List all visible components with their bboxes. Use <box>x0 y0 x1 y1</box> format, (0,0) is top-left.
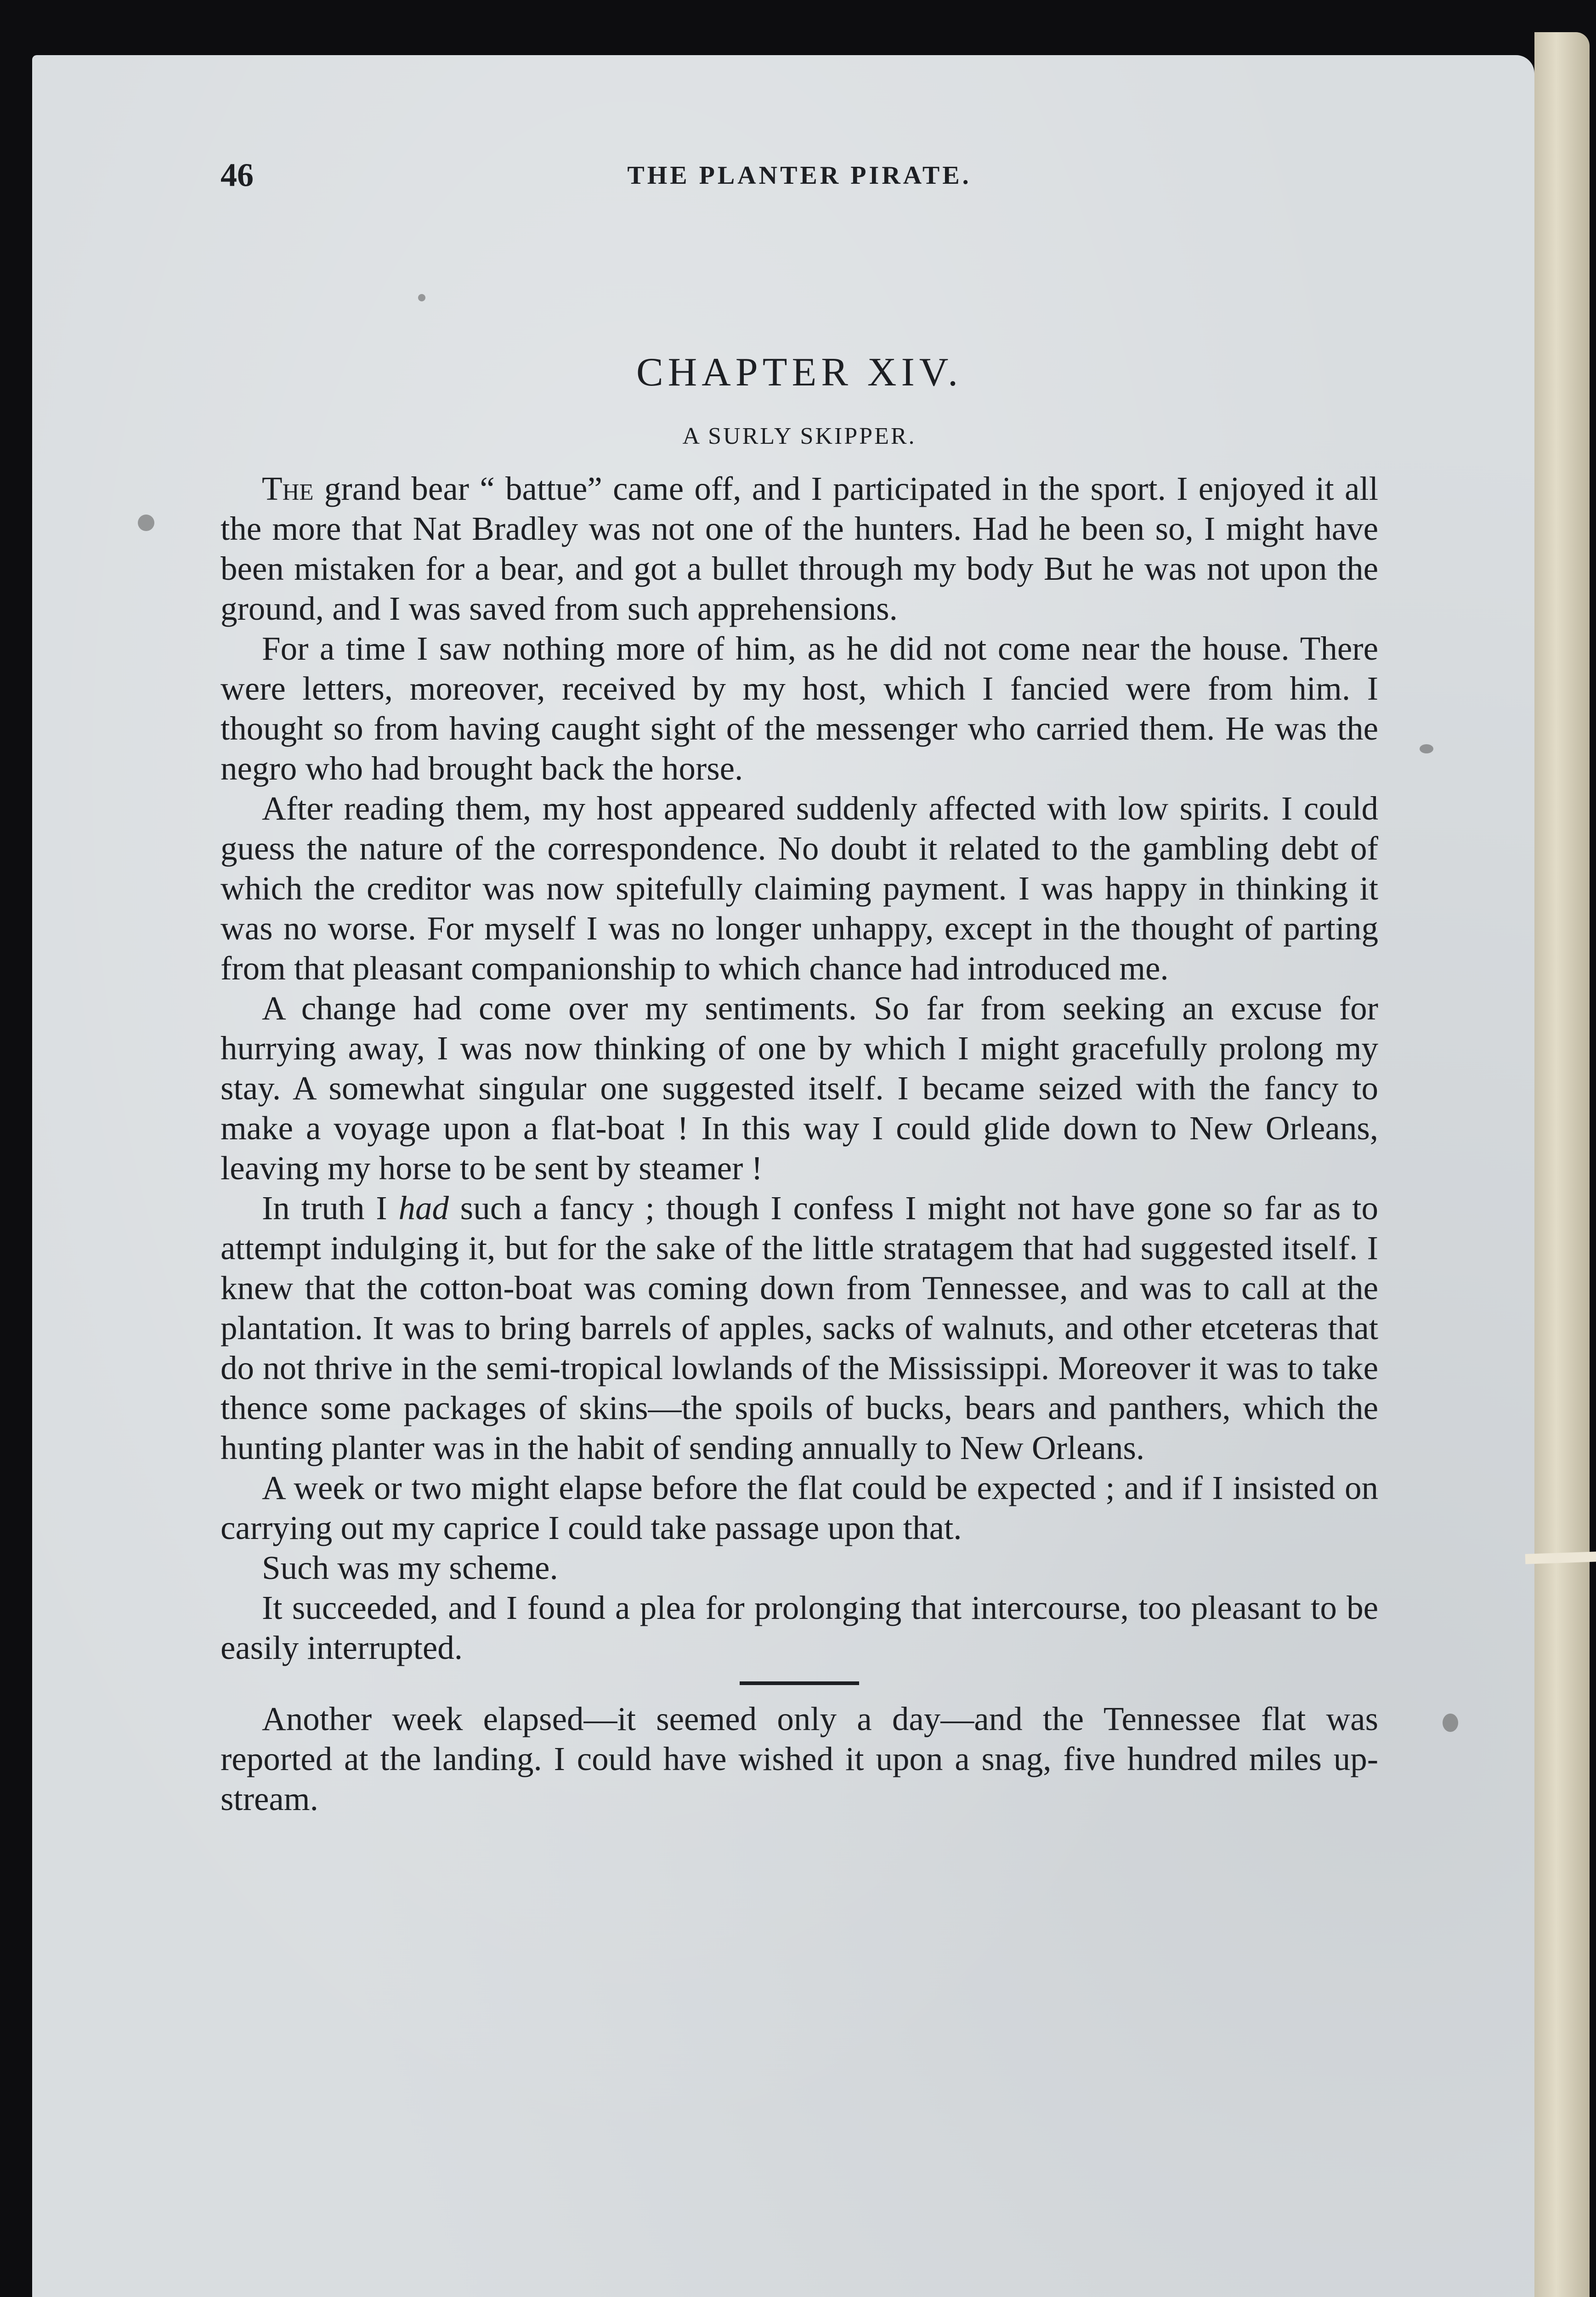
paragraph-text: In truth I <box>262 1189 399 1227</box>
paragraph: It succeeded, and I found a plea for prolonging that intercourse, too pleasant to be easily interrupted. <box>221 1589 1378 1666</box>
paragraph: A week or two might elapse before the flat could be expected ; and if I insisted on carrying out my caprice I could take passage upon that. <box>221 1469 1378 1546</box>
binding-string <box>1525 1551 1596 1564</box>
running-head <box>221 156 1378 193</box>
paragraph: Another week elapsed—it seemed only a day—and the Tennessee flat was reported at the landing. I could have wished it upon a snag, five hundred miles up-stream. <box>221 1700 1378 1817</box>
paragraph <box>221 469 1378 628</box>
drop-lead-word: The <box>262 470 314 507</box>
paragraph: For a time I saw nothing more of him, as he did not come near the house. There were letters, moreover, received by my host, which I fancied were from him. I thought so from having caught sight of the messenger who carried them. He was the negro who had brought back the horse. <box>221 630 1378 787</box>
section-rule <box>740 1681 859 1685</box>
page-edge <box>1534 32 1590 2297</box>
chapter-subtitle: A SURLY SKIPPER. <box>682 423 917 449</box>
paragraph: A change had come over my sentiments. So far from seeking an excuse for hurrying away, I was now thinking of one by which I might gracefully prolong my stay. A somewhat singular one suggested itself. I became seized with the fancy to make a voyage upon a flat-boat ! In this way I could glide down to New Orleans, leaving my horse to be sent by steamer ! <box>221 990 1378 1187</box>
paragraph-text: grand bear “ battue” came off, and I participated in the sport. I enjoyed it all the more that Nat Bradley was not one of the hunters. Had he been so, I might have been mistaken for a bear, and got a bullet through my body But he was not upon the ground, and I was saved from such apprehensions. <box>221 470 1378 627</box>
paragraph: Such was my scheme. <box>262 1549 558 1586</box>
body-text <box>221 469 1378 1819</box>
chapter-title: CHAPTER XIV. <box>636 350 962 395</box>
paragraph-text: such a fancy ; though I confess I might not have gone so far as to attempt indulging it, but for the sake of the little stratagem that had suggested itself. I knew that the cotton-boat was coming down from Tennessee, and was to call at the plantation. It was to bring barrels of apples, sacks of walnuts, and other etceteras that do not thrive in the semi-tropical lowlands of the Mississippi. Moreover it was to take thence some packages of skins—the spoils of bucks, bears and panthers, which the hunting planter was in the habit of sending annually to New Orleans. <box>221 1189 1378 1466</box>
paper-speck <box>1443 1714 1458 1732</box>
paper-speck <box>138 515 154 531</box>
paper-speck <box>418 294 425 301</box>
paragraph: After reading them, my host appeared suddenly affected with low spirits. I could guess the nature of the correspondence. No doubt it related to the gambling debt of which the creditor was now spitefully claiming payment. I was happy in thinking it was no worse. For myself I was no longer unhappy, except in the thought of parting from that pleasant companionship to which chance had introduced me. <box>221 790 1378 987</box>
paper-speck <box>1420 744 1433 753</box>
emphasis: had <box>398 1189 449 1227</box>
page-number: 46 <box>221 157 254 193</box>
running-title: THE PLANTER PIRATE. <box>627 161 972 190</box>
paragraph <box>221 1188 1378 1468</box>
